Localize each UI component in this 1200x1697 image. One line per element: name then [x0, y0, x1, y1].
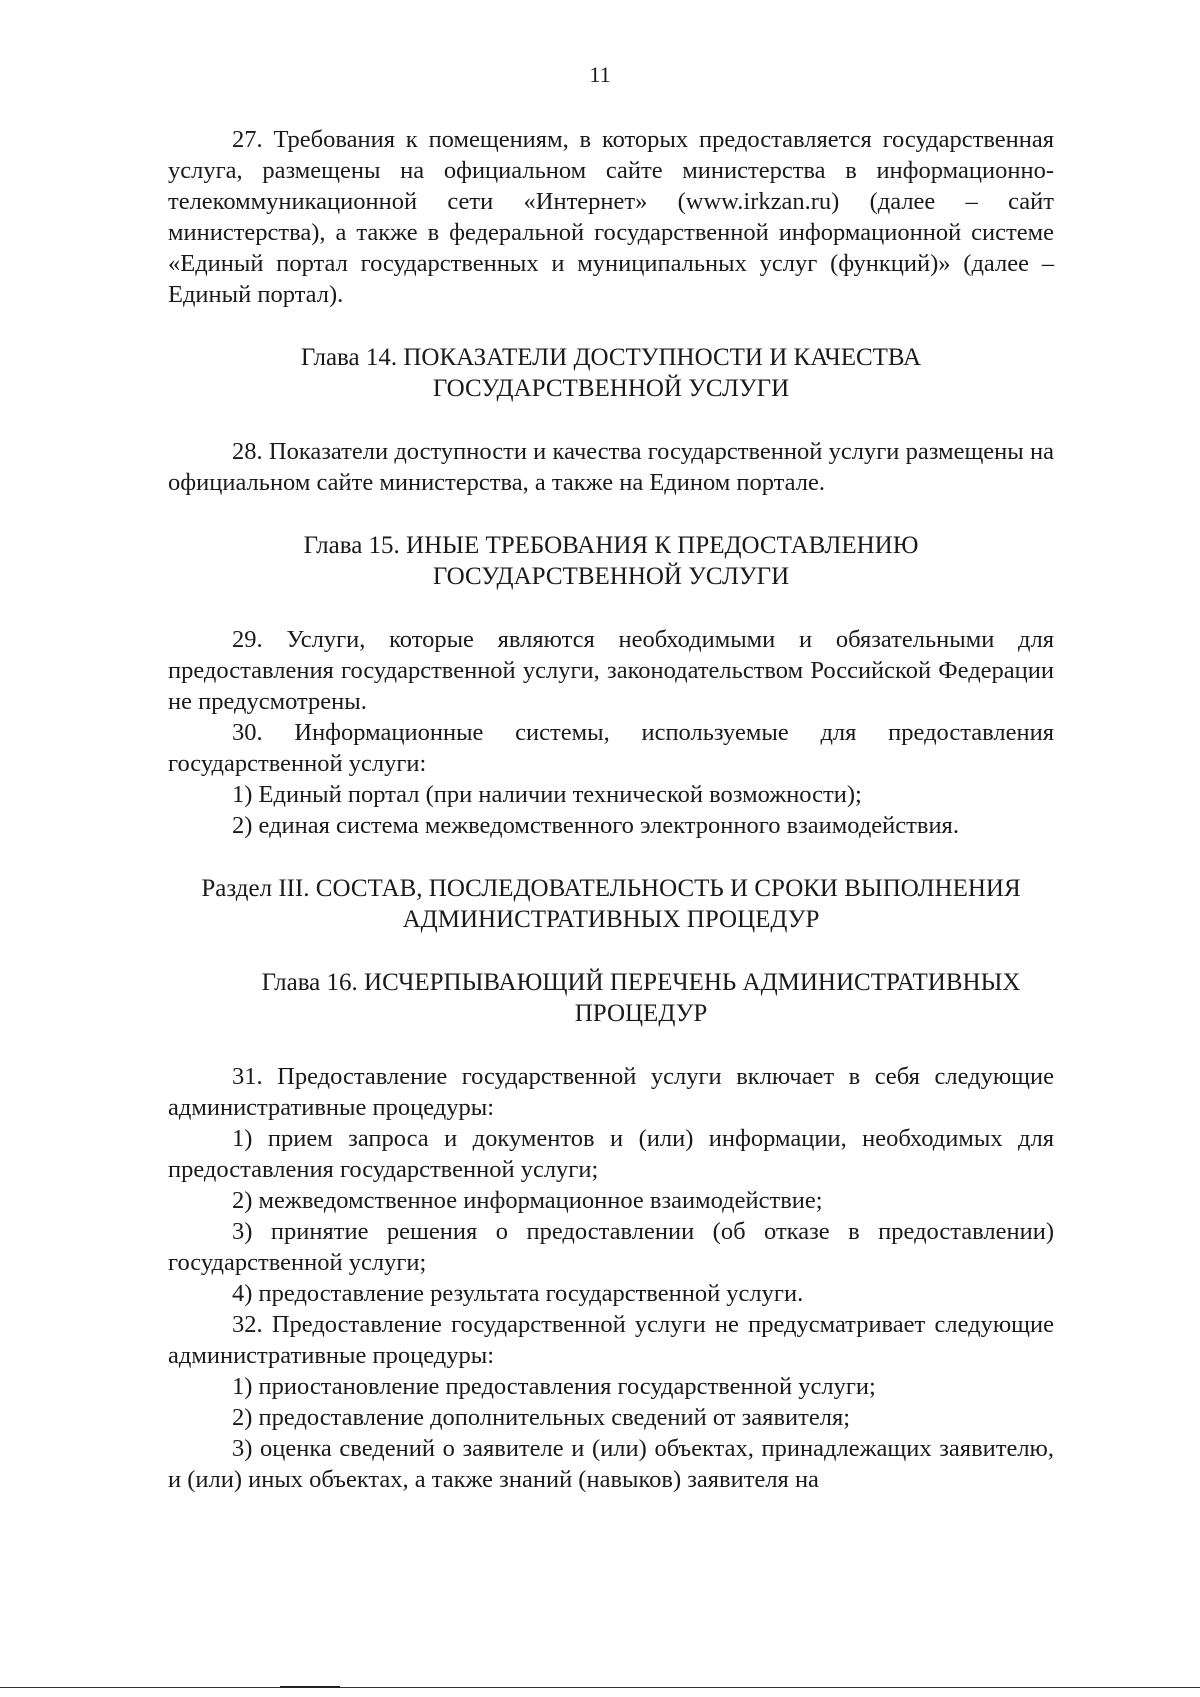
paragraph-27: 27. Требования к помещениям, в которых предоставляется государственная услуга, размещены на официальном сайте министерства в информационно-телекоммуникационной сети «Интернет» (www.irkzan.ru) (далее – сайт министерства), а также в федеральной государственной информационной системе «Единый портал государственных и муниципальных услуг (функций)» (далее – Единый портал).	[168, 126, 1054, 308]
paragraph-30: 30. Информационные системы, используемые для предоставления государственной услуги:	[168, 719, 1054, 777]
paragraph-32: 32. Предоставление государственной услуги не предусматривает следующие административные процедуры:	[168, 1311, 1054, 1369]
paragraph-31: 31. Предоставление государственной услуги включает в себя следующие административные процедуры:	[168, 1063, 1054, 1121]
chapter-16-heading-line-1: Глава 16. ИСЧЕРПЫВАЮЩИЙ ПЕРЕЧЕНЬ АДМИНИСТРАТИВНЫХ	[261, 969, 1021, 996]
list-item-31-3: 3) принятие решения о предоставлении (об отказе в предоставлении) государственной услуги;	[168, 1218, 1054, 1276]
chapter-15-heading	[168, 530, 1054, 592]
section-3-heading-line-2: АДМИНИСТРАТИВНЫХ ПРОЦЕДУР	[402, 906, 820, 933]
chapter-14-heading	[168, 342, 1054, 404]
section-3-heading	[168, 873, 1054, 935]
page-number: 11	[589, 62, 611, 87]
bottom-edge-mark	[280, 1686, 340, 1688]
chapter-15-heading-line-2: ГОСУДАРСТВЕННОЙ УСЛУГИ	[432, 563, 790, 590]
list-item-31-1: 1) прием запроса и документов и (или) информации, необходимых для предоставления государственной услуги;	[168, 1125, 1054, 1183]
paragraph-29: 29. Услуги, которые являются необходимыми и обязательными для предоставления государственной услуги, законодательством Российской Федерации не предусмотрены.	[168, 626, 1054, 715]
paragraph-28: 28. Показатели доступности и качества государственной услуги размещены на официальном сайте министерства, а также на Едином портале.	[168, 438, 1054, 496]
bottom-edge-line	[0, 1687, 1200, 1688]
list-item-32-1: 1) приостановление предоставления государственной услуги;	[232, 1373, 876, 1400]
list-item-32-2: 2) предоставление дополнительных сведений от заявителя;	[232, 1404, 851, 1431]
chapter-15-heading-line-1: Глава 15. ИНЫЕ ТРЕБОВАНИЯ К ПРЕДОСТАВЛЕНИЮ	[303, 532, 919, 559]
chapter-14-heading-line-2: ГОСУДАРСТВЕННОЙ УСЛУГИ	[432, 375, 790, 402]
document-body	[168, 124, 1054, 1495]
list-item-31-2: 2) межведомственное информационное взаимодействие;	[232, 1187, 823, 1214]
section-3-heading-line-1: Раздел III. СОСТАВ, ПОСЛЕДОВАТЕЛЬНОСТЬ И СРОКИ ВЫПОЛНЕНИЯ	[201, 875, 1021, 902]
list-item-31-4: 4) предоставление результата государственной услуги.	[232, 1280, 804, 1307]
list-item-30-2: 2) единая система межведомственного электронного взаимодействия.	[232, 812, 959, 839]
chapter-16-heading-line-2: ПРОЦЕДУР	[574, 1000, 708, 1027]
chapter-16-heading	[168, 967, 1054, 1029]
chapter-14-heading-line-1: Глава 14. ПОКАЗАТЕЛИ ДОСТУПНОСТИ И КАЧЕСТВА	[300, 344, 922, 371]
list-item-30-1: 1) Единый портал (при наличии технической возможности);	[232, 781, 862, 808]
list-item-32-3: 3) оценка сведений о заявителе и (или) объектах, принадлежащих заявителю, и (или) иных объектах, а также знаний (навыков) заявителя на	[168, 1435, 1054, 1493]
